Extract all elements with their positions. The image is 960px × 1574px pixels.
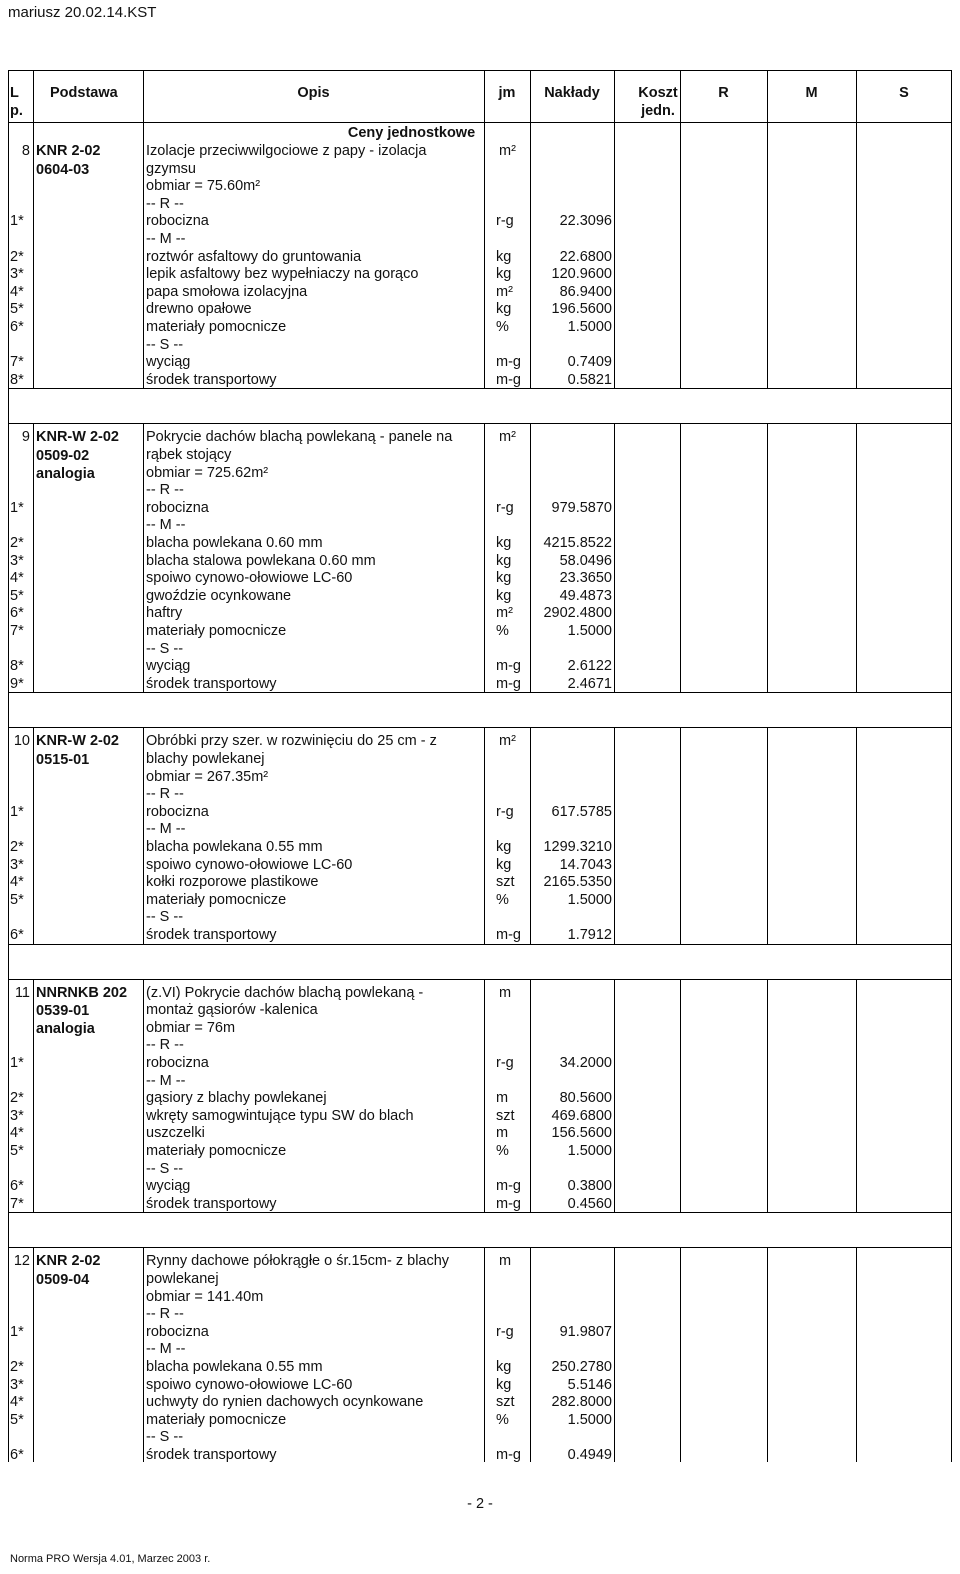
item-number: 5* bbox=[10, 1411, 24, 1428]
item-unit: m-g bbox=[496, 1447, 521, 1463]
column-rule bbox=[680, 70, 681, 1462]
position-separator bbox=[8, 388, 952, 424]
item-amount: 91.9807 bbox=[559, 1323, 612, 1340]
description-line: rąbek stojący bbox=[146, 447, 232, 463]
item-name: lepik asfaltowy bez wypełniaczy na gorąco bbox=[146, 266, 419, 283]
item-unit: m-g bbox=[496, 1195, 521, 1212]
item-name: robocizna bbox=[146, 213, 209, 230]
item-amount: 2165.5350 bbox=[543, 874, 612, 891]
item-unit: m bbox=[496, 1125, 509, 1142]
item-name: robocizna bbox=[146, 1323, 209, 1340]
basis-line: 0515-01 bbox=[36, 752, 90, 768]
basis-line: KNR-W 2-02 bbox=[36, 733, 119, 750]
group-header: -- M -- bbox=[146, 517, 186, 534]
item-amount: 1.5000 bbox=[567, 1411, 612, 1428]
item-name: uszczelki bbox=[146, 1125, 205, 1142]
description-line: (z.VI) Pokrycie dachów blachą powlekaną - bbox=[146, 984, 424, 1001]
item-name: kołki rozporowe plastikowe bbox=[146, 874, 319, 891]
item-number: 1* bbox=[10, 1055, 24, 1071]
item-amount: 0.4560 bbox=[567, 1195, 612, 1212]
unit: m bbox=[499, 1253, 512, 1270]
item-number: 6* bbox=[10, 319, 24, 335]
position-number: 10 bbox=[13, 733, 30, 750]
separator-left-rule bbox=[8, 1213, 9, 1247]
col-header-opis: Opis bbox=[297, 85, 330, 101]
item-name: materiały pomocnicze bbox=[146, 1411, 287, 1428]
item-unit: kg bbox=[496, 552, 512, 569]
basis-line: NNRNKB 202 bbox=[36, 984, 128, 1001]
section-title: Ceny jednostkowe bbox=[347, 125, 476, 141]
column-rule bbox=[143, 70, 144, 1462]
item-name: uchwyty do rynien dachowych ocynkowane bbox=[146, 1394, 424, 1411]
item-number: 6* bbox=[10, 605, 24, 622]
item-amount: 2.4671 bbox=[567, 675, 612, 692]
page-number: - 2 - bbox=[467, 1496, 493, 1512]
item-unit: kg bbox=[496, 535, 512, 551]
item-unit: kg bbox=[496, 1359, 512, 1375]
separator-left-rule bbox=[8, 945, 9, 979]
column-rule bbox=[484, 70, 485, 1462]
item-name: robocizna bbox=[146, 803, 209, 820]
separator-right-rule bbox=[951, 693, 952, 727]
item-unit: szt bbox=[496, 874, 515, 891]
item-number: 2* bbox=[10, 1359, 24, 1375]
item-number: 4* bbox=[10, 1125, 24, 1142]
item-name: robocizna bbox=[146, 499, 209, 516]
separator-right-rule bbox=[951, 1213, 952, 1247]
item-unit: kg bbox=[496, 266, 512, 283]
item-number: 3* bbox=[10, 1376, 24, 1393]
item-number: 3* bbox=[10, 266, 24, 283]
col-header-naklady: Nakłady bbox=[544, 85, 600, 101]
item-name: blacha powlekana 0.60 mm bbox=[146, 535, 323, 551]
col-header-koszt: Koszt jedn. bbox=[638, 85, 678, 119]
column-rule bbox=[530, 70, 531, 1462]
description-line: montaż gąsiorów -kalenica bbox=[146, 1002, 318, 1019]
item-unit: szt bbox=[496, 1394, 515, 1411]
item-unit: kg bbox=[496, 570, 512, 587]
position-number: 11 bbox=[14, 984, 30, 1001]
item-amount: 120.9600 bbox=[551, 266, 612, 283]
item-name: materiały pomocnicze bbox=[146, 319, 287, 335]
unit: m bbox=[499, 984, 512, 1001]
column-rule bbox=[8, 70, 9, 1462]
item-amount: 156.5600 bbox=[551, 1125, 612, 1142]
item-number: 1* bbox=[10, 1323, 24, 1340]
item-amount: 34.2000 bbox=[559, 1055, 612, 1071]
group-header: -- M -- bbox=[146, 231, 186, 247]
item-number: 2* bbox=[10, 839, 24, 855]
item-number: 6* bbox=[10, 927, 24, 943]
measure: obmiar = 267.35m² bbox=[146, 768, 269, 785]
basis-line: KNR 2-02 bbox=[36, 1253, 101, 1270]
column-rule bbox=[767, 70, 768, 1462]
item-number: 7* bbox=[10, 1195, 24, 1212]
item-name: spoiwo cynowo-ołowiowe LC-60 bbox=[146, 1376, 353, 1393]
item-amount: 1.5000 bbox=[567, 1143, 612, 1159]
item-number: 4* bbox=[10, 283, 24, 300]
item-number: 4* bbox=[10, 874, 24, 891]
col-header-s: S bbox=[899, 85, 909, 101]
item-unit: r-g bbox=[496, 499, 514, 516]
item-unit: kg bbox=[496, 1376, 512, 1393]
item-name: robocizna bbox=[146, 1055, 209, 1071]
item-amount: 1.7912 bbox=[567, 927, 612, 943]
item-unit: % bbox=[496, 319, 509, 335]
group-header: -- R -- bbox=[146, 195, 184, 212]
column-rule bbox=[614, 70, 615, 1462]
separator-right-rule bbox=[951, 389, 952, 423]
group-header: -- R -- bbox=[146, 1037, 184, 1054]
col-header-jm: jm bbox=[498, 85, 516, 101]
item-name: gąsiory z blachy powlekanej bbox=[146, 1090, 327, 1107]
item-unit: szt bbox=[496, 1107, 515, 1124]
item-name: środek transportowy bbox=[146, 371, 277, 388]
item-name: haftry bbox=[146, 605, 183, 622]
item-name: spoiwo cynowo-ołowiowe LC-60 bbox=[146, 570, 353, 587]
item-number: 6* bbox=[10, 1447, 24, 1463]
group-header: -- S -- bbox=[146, 640, 184, 657]
item-unit: m bbox=[496, 1090, 509, 1107]
item-amount: 22.3096 bbox=[559, 213, 612, 230]
footer-note: Norma PRO Wersja 4.01, Marzec 2003 r. bbox=[10, 1553, 211, 1565]
item-amount: 0.7409 bbox=[567, 354, 612, 371]
item-number: 5* bbox=[10, 1143, 24, 1159]
col-header-m: M bbox=[805, 85, 818, 101]
group-header: -- R -- bbox=[146, 482, 184, 499]
item-unit: kg bbox=[496, 587, 512, 604]
item-name: blacha powlekana 0.55 mm bbox=[146, 1359, 323, 1375]
item-unit: r-g bbox=[496, 213, 514, 230]
item-unit: kg bbox=[496, 856, 512, 873]
measure: obmiar = 725.62m² bbox=[146, 464, 269, 481]
item-number: 2* bbox=[10, 1090, 24, 1107]
item-amount: 1.5000 bbox=[567, 623, 612, 639]
item-number: 8* bbox=[10, 371, 24, 388]
column-rule bbox=[856, 70, 857, 1462]
col-header-podstawa: Podstawa bbox=[50, 85, 118, 101]
item-number: 1* bbox=[10, 213, 24, 230]
item-number: 2* bbox=[10, 535, 24, 551]
item-number: 7* bbox=[10, 623, 24, 639]
position-separator bbox=[8, 944, 952, 980]
item-amount: 1299.3210 bbox=[543, 839, 612, 855]
item-number: 2* bbox=[10, 248, 24, 265]
position-number: 12 bbox=[13, 1253, 30, 1270]
col-header-lp: L p. bbox=[10, 85, 23, 119]
item-amount: 0.5821 bbox=[567, 371, 612, 388]
basis-line: KNR 2-02 bbox=[36, 143, 101, 159]
item-amount: 23.3650 bbox=[559, 570, 612, 587]
item-unit: % bbox=[496, 623, 509, 639]
group-header: -- M -- bbox=[146, 1341, 186, 1358]
item-number: 3* bbox=[10, 552, 24, 569]
item-amount: 2902.4800 bbox=[543, 605, 612, 622]
description-line: Pokrycie dachów blachą powlekaną - panele na bbox=[146, 429, 453, 446]
basis-line: 0509-04 bbox=[36, 1272, 90, 1288]
item-unit: r-g bbox=[496, 803, 514, 820]
item-amount: 282.8000 bbox=[551, 1394, 612, 1411]
item-amount: 86.9400 bbox=[559, 283, 612, 300]
document-header: mariusz 20.02.14.KST bbox=[8, 4, 157, 21]
item-name: spoiwo cynowo-ołowiowe LC-60 bbox=[146, 856, 353, 873]
item-amount: 22.6800 bbox=[559, 248, 612, 265]
position-number: 8 bbox=[21, 143, 30, 159]
item-unit: m-g bbox=[496, 675, 521, 692]
item-number: 1* bbox=[10, 803, 24, 820]
item-amount: 469.6800 bbox=[551, 1107, 612, 1124]
basis-line: KNR-W 2-02 bbox=[36, 429, 119, 446]
item-amount: 1.5000 bbox=[567, 891, 612, 908]
item-unit: m-g bbox=[496, 658, 521, 675]
header-separator bbox=[8, 122, 952, 123]
column-rule bbox=[33, 70, 34, 1462]
item-number: 5* bbox=[10, 587, 24, 604]
item-amount: 250.2780 bbox=[551, 1359, 612, 1375]
item-name: wyciąg bbox=[146, 1178, 191, 1195]
separator-left-rule bbox=[8, 389, 9, 423]
measure: obmiar = 75.60m² bbox=[146, 178, 261, 195]
item-amount: 1.5000 bbox=[567, 319, 612, 335]
item-name: roztwór asfaltowy do gruntowania bbox=[146, 248, 362, 265]
unit: m² bbox=[499, 429, 516, 446]
basis-line: 0509-02 bbox=[36, 448, 90, 464]
group-header: -- M -- bbox=[146, 1072, 186, 1089]
item-unit: m² bbox=[496, 283, 513, 300]
description-line: blachy powlekanej bbox=[146, 751, 265, 767]
item-number: 4* bbox=[10, 570, 24, 587]
item-amount: 14.7043 bbox=[559, 856, 612, 873]
position-separator bbox=[8, 1212, 952, 1248]
item-amount: 49.4873 bbox=[559, 587, 612, 604]
item-unit: m² bbox=[496, 605, 513, 622]
measure: obmiar = 76m bbox=[146, 1019, 236, 1036]
item-unit: kg bbox=[496, 301, 512, 318]
item-amount: 979.5870 bbox=[551, 499, 612, 516]
item-amount: 617.5785 bbox=[551, 803, 612, 820]
separator-right-rule bbox=[951, 945, 952, 979]
item-number: 3* bbox=[10, 856, 24, 873]
item-number: 4* bbox=[10, 1394, 24, 1411]
group-header: -- S -- bbox=[146, 336, 184, 353]
item-name: wyciąg bbox=[146, 658, 191, 675]
item-unit: r-g bbox=[496, 1323, 514, 1340]
item-amount: 58.0496 bbox=[559, 552, 612, 569]
item-amount: 4215.8522 bbox=[543, 535, 612, 551]
item-name: środek transportowy bbox=[146, 1195, 277, 1212]
basis-line: 0539-01 bbox=[36, 1003, 90, 1020]
separator-left-rule bbox=[8, 693, 9, 727]
description-line: Izolacje przeciwwilgociowe z papy - izolacja bbox=[146, 143, 427, 159]
item-unit: kg bbox=[496, 248, 512, 265]
item-name: blacha powlekana 0.55 mm bbox=[146, 839, 323, 855]
unit: m² bbox=[499, 733, 516, 750]
item-number: 5* bbox=[10, 301, 24, 318]
item-name: wkręty samogwintujące typu SW do blach bbox=[146, 1107, 414, 1124]
description-line: gzymsu bbox=[146, 160, 196, 177]
description-line: powlekanej bbox=[146, 1271, 219, 1287]
item-number: 8* bbox=[10, 658, 24, 675]
item-name: materiały pomocnicze bbox=[146, 891, 287, 908]
item-amount: 2.6122 bbox=[567, 658, 612, 675]
item-name: materiały pomocnicze bbox=[146, 1143, 287, 1159]
position-number: 9 bbox=[21, 429, 30, 446]
item-unit: r-g bbox=[496, 1055, 514, 1071]
group-header: -- S -- bbox=[146, 909, 184, 926]
unit: m² bbox=[499, 143, 516, 159]
item-name: drewno opałowe bbox=[146, 301, 252, 318]
group-header: -- R -- bbox=[146, 1306, 184, 1323]
item-amount: 0.3800 bbox=[567, 1178, 612, 1195]
description-line: Obróbki przy szer. w rozwinięciu do 25 cm - z bbox=[146, 733, 437, 750]
item-amount: 80.5600 bbox=[559, 1090, 612, 1107]
basis-line: 0604-03 bbox=[36, 161, 90, 178]
item-name: blacha stalowa powlekana 0.60 mm bbox=[146, 552, 376, 569]
item-number: 7* bbox=[10, 354, 24, 371]
item-unit: m-g bbox=[496, 354, 521, 371]
item-amount: 0.4949 bbox=[567, 1447, 612, 1463]
cost-table bbox=[8, 70, 952, 1462]
item-name: papa smołowa izolacyjna bbox=[146, 283, 308, 300]
item-name: gwoździe ocynkowane bbox=[146, 587, 292, 604]
item-unit: m-g bbox=[496, 1178, 521, 1195]
item-unit: m-g bbox=[496, 927, 521, 943]
group-header: -- S -- bbox=[146, 1429, 184, 1446]
basis-line: analogia bbox=[36, 1020, 95, 1037]
item-name: środek transportowy bbox=[146, 927, 277, 943]
group-header: -- R -- bbox=[146, 786, 184, 803]
item-name: wyciąg bbox=[146, 354, 191, 371]
measure: obmiar = 141.40m bbox=[146, 1288, 264, 1305]
col-header-r: R bbox=[718, 85, 729, 101]
item-amount: 196.5600 bbox=[551, 301, 612, 318]
group-header: -- M -- bbox=[146, 821, 186, 838]
item-unit: % bbox=[496, 1143, 509, 1159]
item-number: 3* bbox=[10, 1107, 24, 1124]
column-rule bbox=[951, 70, 952, 1462]
item-unit: kg bbox=[496, 839, 512, 855]
position-separator bbox=[8, 692, 952, 728]
item-name: środek transportowy bbox=[146, 675, 277, 692]
item-name: środek transportowy bbox=[146, 1447, 277, 1463]
item-amount: 5.5146 bbox=[567, 1376, 612, 1393]
group-header: -- S -- bbox=[146, 1160, 184, 1177]
item-unit: m-g bbox=[496, 371, 521, 388]
description-line: Rynny dachowe półokrągłe o śr.15cm- z blachy bbox=[146, 1253, 450, 1270]
item-unit: % bbox=[496, 1411, 509, 1428]
item-number: 6* bbox=[10, 1178, 24, 1195]
item-number: 5* bbox=[10, 891, 24, 908]
item-number: 9* bbox=[10, 675, 24, 692]
basis-line: analogia bbox=[36, 465, 95, 482]
item-number: 1* bbox=[10, 499, 24, 516]
item-unit: % bbox=[496, 891, 509, 908]
table-top-border bbox=[8, 70, 952, 71]
item-name: materiały pomocnicze bbox=[146, 623, 287, 639]
